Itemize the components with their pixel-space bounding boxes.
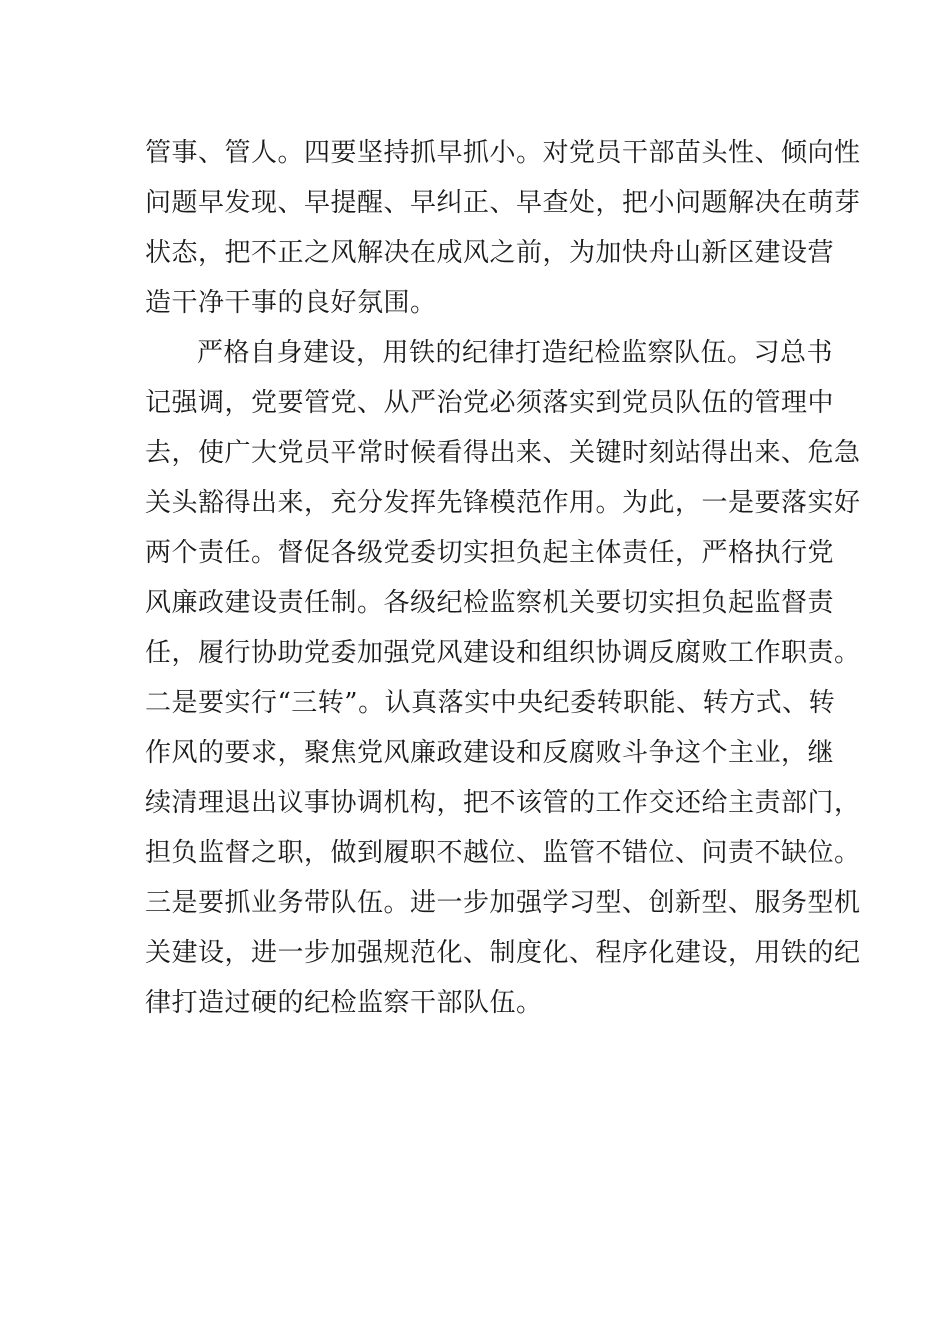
text-line: 管事、管人。四要坚持抓早抓小。对党员干部苗头性、倾向性 [145,138,861,168]
text-line: 问题早发现、早提醒、早纠正、早查处，把小问题解决在萌芽 [145,188,861,218]
text-line: 风廉政建设责任制。各级纪检监察机关要切实担负起监督责 [145,588,835,618]
text-line: 去，使广大党员平常时候看得出来、关键时刻站得出来、危急 [145,438,861,468]
text-line: 造干净干事的良好氛围。 [145,288,437,318]
text-line: 状态，把不正之风解决在成风之前，为加快舟山新区建设营 [145,238,835,268]
text-line: 严格自身建设，用铁的纪律打造纪检监察队伍。习总书 [197,338,834,368]
text-line: 两个责任。督促各级党委切实担负起主体责任，严格执行党 [145,538,835,568]
text-line: 关建设，进一步加强规范化、制度化、程序化建设，用铁的纪 [145,938,861,968]
paragraph-2 [145,328,861,1028]
text-line: 续清理退出议事协调机构，把不该管的工作交还给主责部门， [145,788,861,818]
text-line: 担负监督之职，做到履职不越位、监管不错位、问责不缺位。 [145,838,861,868]
text-line: 二是要实行“三转”。认真落实中央纪委转职能、转方式、转 [145,688,836,718]
text-line: 记强调，党要管党、从严治党必须落实到党员队伍的管理中 [145,388,835,418]
text-line: 作风的要求，聚焦党风廉政建设和反腐败斗争这个主业，继 [145,738,835,768]
text-line: 任，履行协助党委加强党风建设和组织协调反腐败工作职责。 [145,638,861,668]
paragraph-1 [145,128,861,328]
text-line: 律打造过硬的纪检监察干部队伍。 [145,988,543,1018]
text-line: 三是要抓业务带队伍。进一步加强学习型、创新型、服务型机 [145,888,861,918]
document-page [145,128,861,1028]
text-line: 关头豁得出来，充分发挥先锋模范作用。为此，一是要落实好 [145,488,861,518]
